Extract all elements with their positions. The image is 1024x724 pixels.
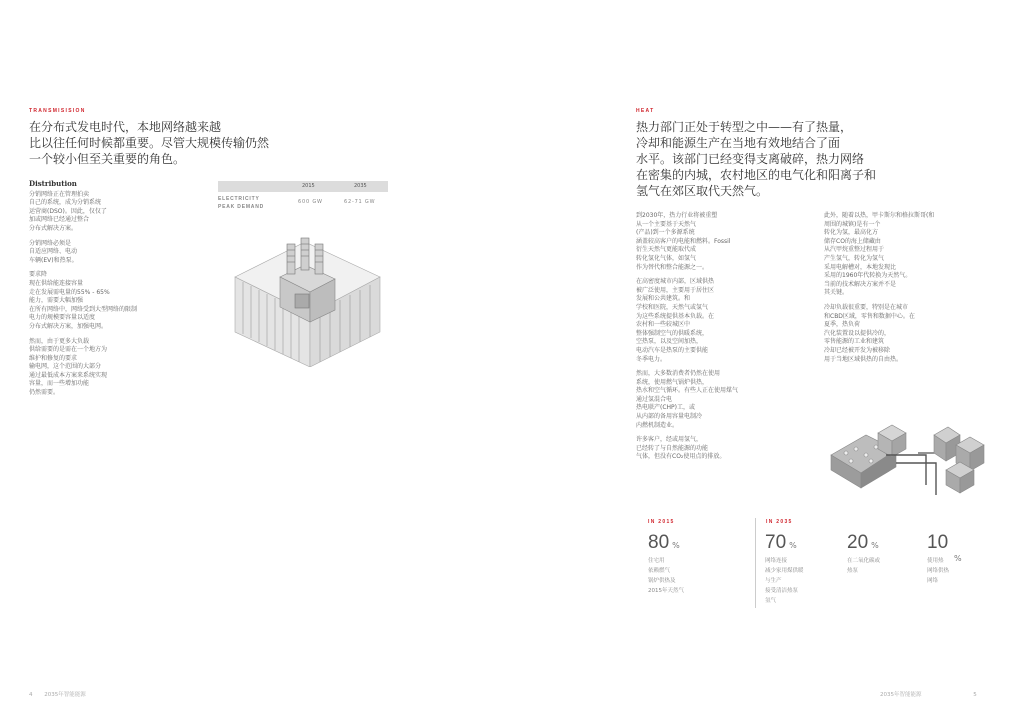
substation-illustration [225,222,390,367]
text-line: 使用热 [927,558,944,564]
text-line: 维护和修复的要求 [29,354,78,362]
text-line: 减少家用煤供暖 [765,568,804,574]
text-line: 转化氢化气体，如氢气 [636,254,697,262]
table-row [218,195,388,213]
footer-left [29,690,86,698]
text-line: 转化为氢，最高化方 [824,229,879,237]
text-line: 分销网络必须是 [29,239,72,247]
text-line: 电动汽车是热泵的主要供能 [636,346,709,354]
left-headline [29,119,329,167]
stats-divider [755,518,756,608]
text-line: 通过氢混合电 [636,395,673,403]
text-line: 和CBD区域，零售和数据中心。在 [824,312,915,320]
right-headline-line: 在密集的内城，农村地区的电气化和阳离子和 [636,168,877,182]
stat-unit: % [789,541,797,550]
heat-network-illustration [826,415,991,510]
text-line: 内燃机制造业。 [636,421,679,429]
table-col-2015: 2015 [302,183,315,189]
text-line: 氢气 [765,598,777,604]
text-line: 此外，随着以热，甲卡斯尔和格拉斯哥(和 [824,212,935,219]
footer-title-left: 2035年智能能源 [44,692,86,698]
text-line: 衍生天然气更能取代成 [636,246,697,254]
text-line: 网络供热 [927,568,950,574]
text-line: 运营商(DSO)。因此，仅仅了 [29,207,107,215]
text-line: 采用电解槽对，本地发现比 [824,263,897,271]
text-line: 为这些系统提供基本负载。在 [636,312,715,320]
right-col-a [636,212,806,468]
text-line: 周围的城镇)是有一个 [824,220,881,228]
text-line: 在二氧化碳或 [847,558,881,564]
text-line: 从一个主要基于天然气 [636,220,697,228]
text-line: 输电网，这个范围的大部分 [29,363,102,371]
left-para-4 [29,338,189,398]
text-line: 从汽甲烷重整过程用于 [824,246,885,254]
text-line: 储存CO的海上储藏由 [824,237,881,245]
right-para-a1 [636,212,806,272]
table-row-label-1: ELECTRICITY [218,196,260,202]
text-line: 发展和公共建筑。和 [636,295,691,303]
right-para-b2 [824,304,999,364]
text-line: 采用的1960年代转换为天然气。 [824,272,912,280]
text-line: 接受清洁热泵 [765,588,799,594]
table-value-2035: 62-71 GW [344,199,376,205]
text-line: 学校和医院，天然气或氢气 [636,303,709,311]
text-line: 自己的系统，成为分销系统 [29,199,102,207]
text-line: 仍然需要。 [29,389,60,397]
stat-number: 70 [765,532,787,553]
text-line: 然而，大多数消费者仍然在使用 [636,370,721,378]
right-para-a2 [636,278,806,364]
text-line: 许多客户，经或用氢气， [636,436,703,444]
page-number-right: 5 [973,692,977,698]
text-line: 涵盖较高客户的电能和燃料。Fossil [636,237,731,245]
text-line: 通过最低成本方案来系统实现 [29,371,108,379]
stat-item [765,532,840,606]
text-line: 到2030年，热力行业将被重塑 [636,212,718,219]
text-line: 分布式解决方案，加强电网。 [29,322,108,330]
left-headline-line: 一个较小但至关重要的角色。 [29,152,186,166]
stat-description [927,556,1002,586]
stat-item [927,532,1002,586]
table-col-2035: 2035 [354,183,367,189]
text-line: 汽化装置设以提供冷的， [824,329,891,337]
text-line: 住宅用 [648,558,665,564]
peak-demand-table [218,181,388,213]
text-line: 热泵 [847,568,859,574]
text-line: 在所有网络中，网络受到大型网络的限制 [29,305,138,313]
text-line: 在高密度城市内部，区域供热 [636,278,715,286]
text-line: 车辆(EV)和热泵。 [29,256,78,264]
right-col-b [824,212,999,370]
table-row-label-2: PEAK DEMAND [218,204,265,210]
stats-label-2035: IN 2035 [766,519,793,525]
stat-unit: % [871,541,879,550]
text-line: 当前的技术解决方案并不是 [824,280,897,288]
text-line: 用于当地区域供热的自由热。 [824,355,903,363]
left-headline-line: 比以往任何时候都重要。尽管大规模传输仍然 [29,136,270,150]
text-line: 要求降 [29,271,48,279]
text-line: 与生产 [765,578,782,584]
text-line: 依赖燃气 [648,568,671,574]
stat-number: 80 [648,532,670,553]
text-line: 产生氢气，转化为氢气 [824,254,885,262]
text-line: 从内部的备用容量电制冷 [636,413,703,421]
stats-label-2015: IN 2015 [648,519,675,525]
text-line: 锅炉供热及 [648,578,676,584]
left-para-2 [29,240,189,266]
footer-right [880,690,977,698]
section-label-transmission: TRANSMISISION [29,108,86,114]
text-line: 能力，需要大幅加强 [29,297,84,305]
stat-description [648,556,748,596]
stat-number: 20 [847,532,869,553]
text-line: 整体强制空气的供暖系统， [636,329,709,337]
section-label-heat: HEAT [636,108,655,114]
text-line: 被广泛使用，主要用于居住区 [636,286,715,294]
right-para-b1 [824,212,999,298]
text-line: 冷却已经被开发为被移除 [824,346,891,354]
text-line: 供给需要的是需在一个地方为 [29,346,108,354]
text-line: 冬季电力。 [636,355,667,363]
text-line: 电力的规模要容量以适度 [29,314,96,322]
right-para-a3 [636,370,806,430]
stat-unit: % [672,541,680,550]
distribution-title: Distribution [29,179,77,188]
text-line: 2015年天然气 [648,588,684,594]
text-line: 空热泵，以及空间加热， [636,338,703,346]
right-headline-line: 冷却和能源生产在当地有效地结合了面 [636,136,841,150]
right-headline-line: 水平。该部门已经变得支离破碎，热力网络 [636,152,865,166]
text-line: 网络 [927,578,939,584]
stat-item [847,532,922,576]
stat-description [847,556,922,576]
text-line: 分布式解决方案。 [29,224,78,232]
right-headline-line: 氢气在郊区取代天然气。 [636,184,769,198]
text-line: 热水和空气循环。有些人正在使用煤气 [636,387,739,395]
text-line: 作为替代和整合能源之一。 [636,263,709,271]
left-para-1 [29,191,189,234]
right-para-a4 [636,436,806,462]
text-line: 自适应网络、电动 [29,248,78,256]
text-line: 然而，由于更多大负载 [29,337,90,345]
right-headline [636,119,926,199]
text-line: 气体，但没有CO₂使用点的排放。 [636,453,726,461]
table-header [218,181,388,192]
left-headline-line: 在分布式发电时代，本地网络越来越 [29,120,222,134]
text-line: 冷却负载很重要，特别是在城市 [824,303,909,311]
stat-unit: % [954,554,962,563]
text-line: 其关键。 [824,289,849,297]
text-line: 零售能源的工业和建筑 [824,338,885,346]
stat-number: 10 [927,532,949,553]
text-line: 系统，使用燃气锅炉供热， [636,378,709,386]
text-line: 已经转了与自然能源的功能 [636,444,709,452]
text-line: 热电联产(CHP)工，或 [636,404,696,412]
left-para-3 [29,271,189,331]
text-line: (产品)到一个多源系统 [636,229,695,237]
right-headline-line: 热力部门正处于转型之中——有了热量， [636,120,853,134]
stat-item [648,532,748,596]
stat-description [765,556,840,606]
footer-title-right: 2035年智能能源 [880,692,922,698]
page-number-left: 4 [29,692,33,698]
text-line: 夏季，热负荷 [824,321,861,329]
left-body [29,180,189,404]
text-line: 分销网络正在管理拍卖 [29,190,90,198]
text-line: 网络连接 [765,558,788,564]
text-line: 走在发展需电量的55% - 65% [29,288,110,296]
text-line: 加或网络已经通过整合 [29,216,90,224]
text-line: 现在供给能连接容量 [29,279,84,287]
table-value-2015: 600 GW [298,199,323,205]
text-line: 农村和一些较城区中 [636,321,691,329]
text-line: 容量，而一些增加功能 [29,380,90,388]
